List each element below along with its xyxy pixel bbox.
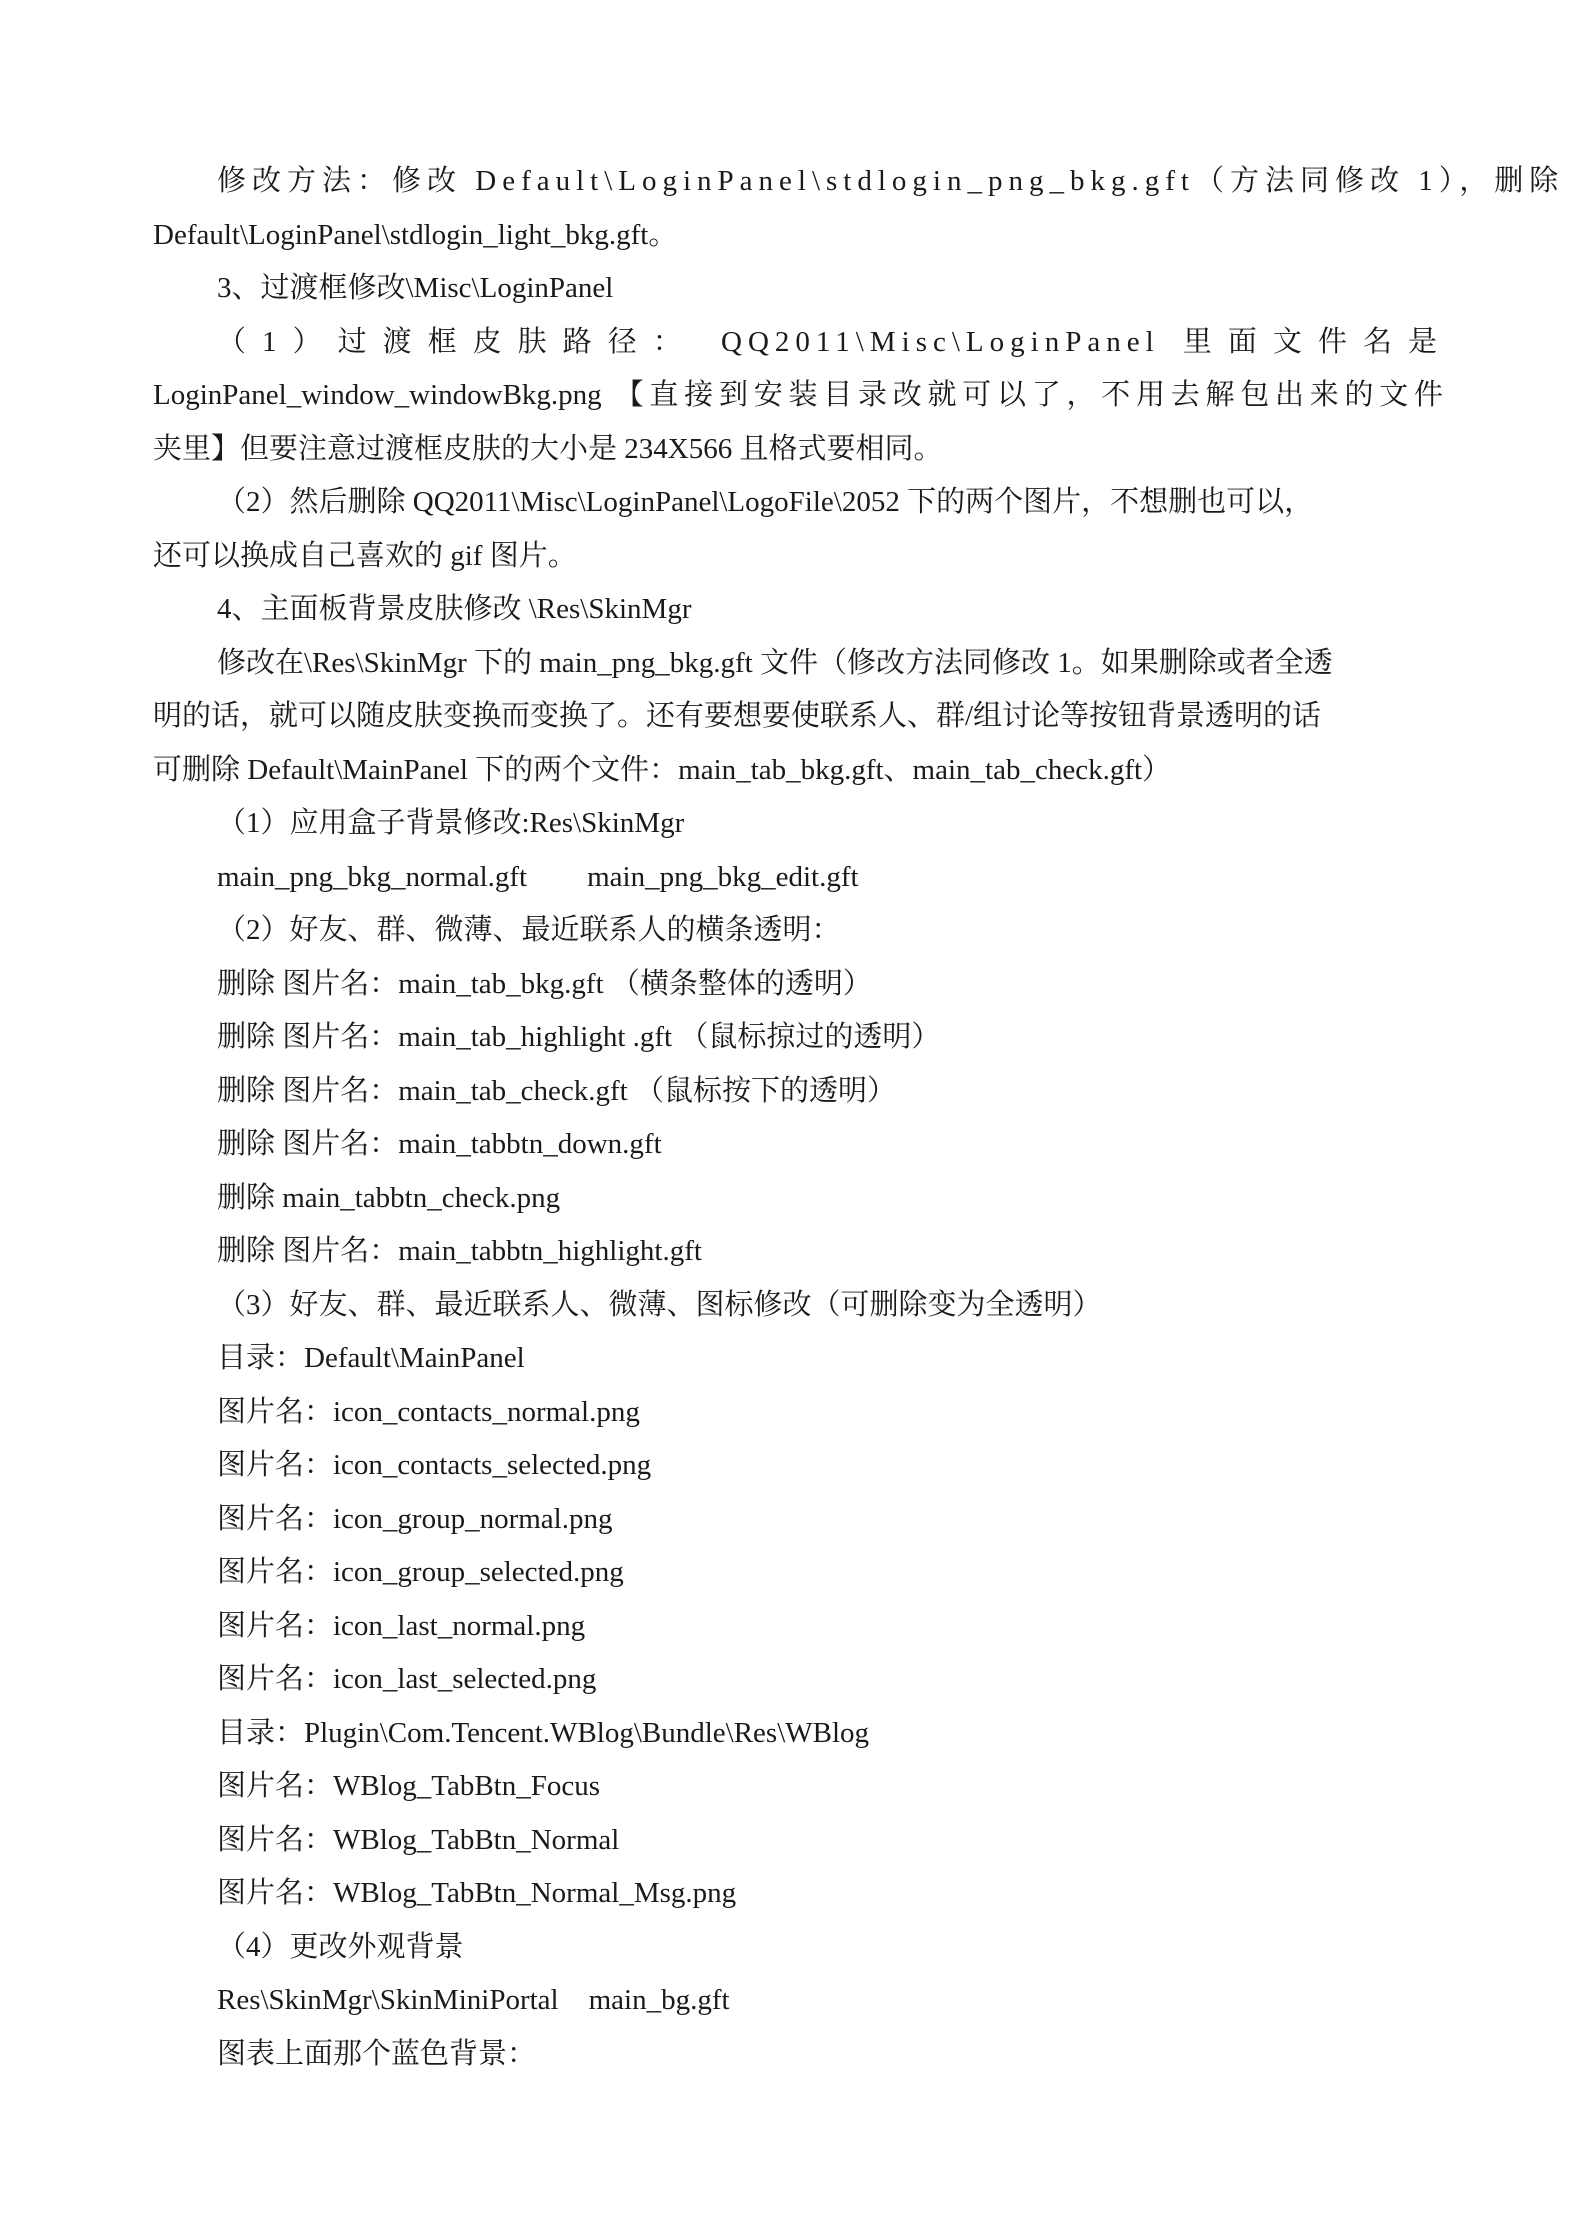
- list-item: 图片名：icon_contacts_selected.png: [217, 1449, 652, 1481]
- list-item: 删除 图片名：main_tab_check.gft （鼠标按下的透明）: [217, 1074, 896, 1107]
- text-line: LoginPanel_window_windowBkg.png 【直接到安装目录改就可以了，不用去解包出来的文件: [153, 379, 1443, 411]
- text-line: Default\LoginPanel\stdlogin_light_bkg.gft。: [153, 218, 678, 251]
- text-line: 修改在\Res\SkinMgr 下的 main_png_bkg.gft 文件（修改方法同修改 1。如果删除或者全透: [217, 646, 1333, 679]
- document-body: [153, 155, 1565, 2081]
- text-line: （1）过渡框皮肤路径： QQ2011\Misc\LoginPanel 里面文件名是: [217, 325, 1443, 358]
- section-heading: 3、过渡框修改\Misc\LoginPanel: [217, 272, 614, 304]
- text-line: 还可以换成自己喜欢的 gif 图片。: [153, 539, 577, 572]
- list-item: 图片名：icon_group_selected.png: [217, 1556, 624, 1588]
- text-line: 明的话，就可以随皮肤变换而变换了。还有要想要使联系人、群/组讨论等按钮背景透明的话: [153, 700, 1322, 732]
- list-item: 图片名：WBlog_TabBtn_Normal_Msg.png: [217, 1877, 737, 1909]
- text-line: [153, 1974, 1443, 2028]
- list-item: 删除 main_tabbtn_check.png: [217, 1181, 561, 1214]
- text-line: 修改方法：修改 Default\LoginPanel\stdlogin_png_bkg.gft（方法同修改 1），删除: [217, 165, 1565, 197]
- subsection-heading: （3）好友、群、最近联系人、微薄、图标修改（可删除变为全透明）: [217, 1288, 1102, 1321]
- subsection-heading: （2）好友、群、微薄、最近联系人的横条透明：: [217, 914, 841, 946]
- list-item: 图片名：WBlog_TabBtn_Normal: [217, 1823, 620, 1856]
- list-item: 删除 图片名：main_tabbtn_highlight.gft: [217, 1235, 702, 1267]
- directory-path: Res\SkinMgr\SkinMiniPortal: [217, 1984, 559, 2016]
- section-heading: 4、主面板背景皮肤修改 \Res\SkinMgr: [217, 593, 692, 625]
- text-line: （2）然后删除 QQ2011\Misc\LoginPanel\LogoFile\2052 下的两个图片，不想删也可以，: [217, 486, 1314, 518]
- list-item: 删除 图片名：main_tab_bkg.gft （横条整体的透明）: [217, 967, 872, 1000]
- list-item: 删除 图片名：main_tabbtn_down.gft: [217, 1128, 662, 1160]
- list-item: 图片名：icon_contacts_normal.png: [217, 1395, 640, 1428]
- subsection-heading: （4）更改外观背景: [217, 1930, 464, 1963]
- list-item: 图片名：WBlog_TabBtn_Focus: [217, 1770, 601, 1802]
- file-name: main_bg.gft: [588, 1984, 730, 2016]
- file-name: main_png_bkg_edit.gft: [587, 860, 859, 893]
- file-name: main_png_bkg_normal.gft: [217, 860, 528, 893]
- directory-line: 目录：Default\MainPanel: [217, 1342, 525, 1374]
- list-item: 图片名：icon_group_normal.png: [217, 1502, 613, 1535]
- list-item: 图片名：icon_last_selected.png: [217, 1663, 597, 1695]
- text-line: 夹里】但要注意过渡框皮肤的大小是 234X566 且格式要相同。: [153, 432, 943, 465]
- text-line: 可删除 Default\MainPanel 下的两个文件：main_tab_bkg.gft、main_tab_check.gft）: [153, 753, 1172, 786]
- list-item: 删除 图片名：main_tab_highlight .gft （鼠标掠过的透明）: [217, 1021, 941, 1053]
- text-line: 图表上面那个蓝色背景：: [217, 2037, 537, 2070]
- text-line: [153, 851, 1443, 905]
- subsection-heading: （1）应用盒子背景修改:Res\SkinMgr: [217, 807, 685, 839]
- directory-line: 目录：Plugin\Com.Tencent.WBlog\Bundle\Res\WBlog: [217, 1716, 870, 1749]
- list-item: 图片名：icon_last_normal.png: [217, 1609, 586, 1642]
